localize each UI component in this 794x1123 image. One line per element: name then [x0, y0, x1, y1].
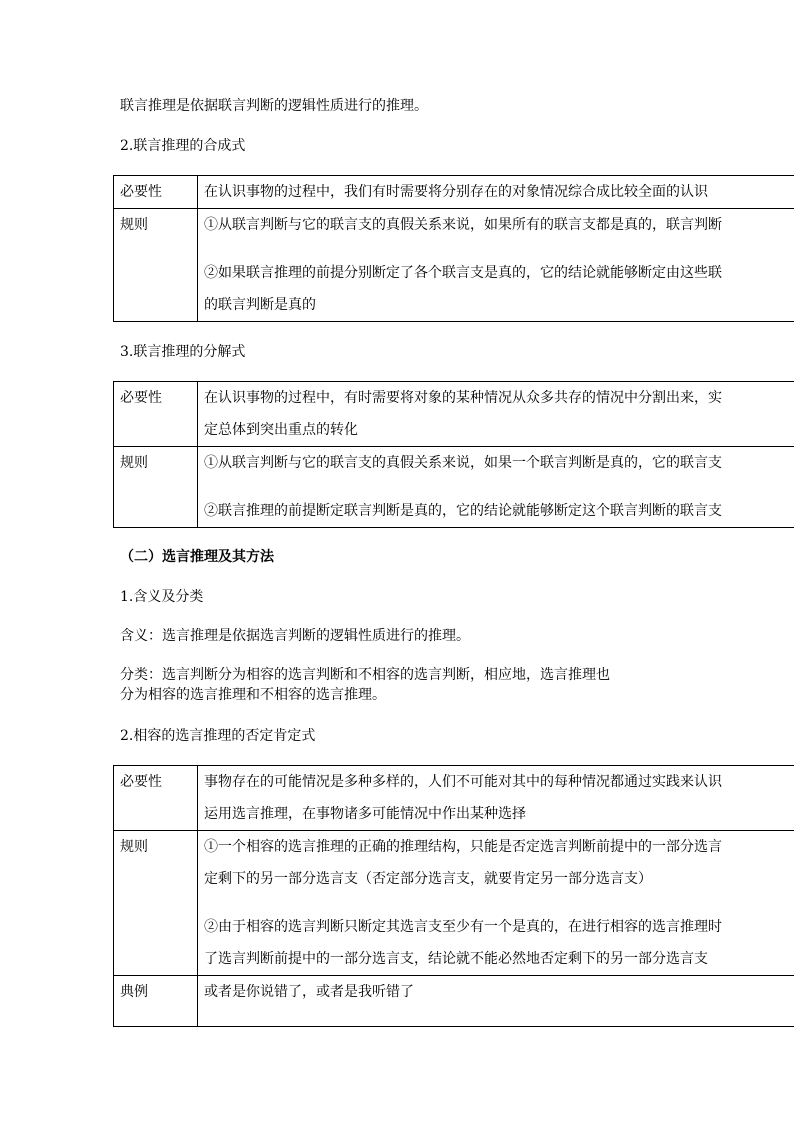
content-line: ②如果联言推理的前提分别断定了各个联言支是真的，它的结论就能够断定由这些联 [204, 265, 722, 281]
paragraph-gap [204, 479, 794, 495]
content-line: ②由于相容的选言判断只断定其选言支至少有一个是真的，在进行相容的选言推理时 [204, 919, 722, 935]
row-key: 必要性 [114, 766, 198, 831]
table-row [114, 176, 794, 209]
content-line: 定总体到突出重点的转化 [204, 422, 358, 438]
row-key: 必要性 [114, 382, 198, 447]
content-line: 定剩下的另一部分选言支（否定部分选言支，就要肯定另一部分选言支） [204, 871, 652, 887]
content-line: 事物存在的可能情况是多种多样的，人们不可能对其中的每种情况都通过实践来认识 [204, 774, 722, 790]
content-line: 的联言判断是真的 [204, 297, 316, 313]
content-line: ②联言推理的前提断定联言判断是真的，它的结论就能够断定这个联言判断的联言支 [204, 503, 722, 519]
meaning-paragraph: 含义：选言推理是依据选言判断的逻辑性质进行的推理。 [120, 628, 470, 644]
intro-paragraph: 联言推理是依据联言判断的逻辑性质进行的推理。 [120, 98, 428, 114]
table-row [114, 447, 794, 528]
content-line: ①一个相容的选言推理的正确的推理结构，只能是否定选言判断前提中的一部分选言 [204, 839, 722, 855]
content-line: 或者是你说错了，或者是我听错了 [204, 984, 414, 1000]
section-heading-disjunctive: （二）选言推理及其方法 [120, 549, 274, 565]
row-key: 规则 [114, 447, 198, 528]
table-row [114, 209, 794, 322]
content-line: ①从联言判断与它的联言支的真假关系来说，如果一个联言判断是真的，它的联言支 [204, 455, 722, 471]
table-row [114, 976, 794, 1027]
heading-meaning-classification: 1.含义及分类 [120, 589, 204, 605]
paragraph-gap [204, 241, 794, 257]
row-content [198, 766, 794, 831]
paragraph-gap [204, 895, 794, 911]
row-key: 典例 [114, 976, 198, 1027]
heading-conjunctive-synthesis: 2.联言推理的合成式 [120, 138, 246, 154]
row-content [198, 976, 794, 1027]
heading-conjunctive-decomposition: 3.联言推理的分解式 [120, 344, 246, 360]
content-line: ①从联言判断与它的联言支的真假关系来说，如果所有的联言支都是真的，联言判断 [204, 217, 722, 233]
heading-compatible-disjunctive: 2.相容的选言推理的否定肯定式 [120, 728, 316, 744]
row-key: 规则 [114, 831, 198, 976]
row-content [198, 447, 794, 528]
content-line: 运用选言推理，在事物诸多可能情况中作出某种选择 [204, 806, 526, 822]
table-conjunctive-decomposition [113, 381, 794, 528]
content-line: 在认识事物的过程中，有时需要将对象的某种情况从众多共存的情况中分割出来，实 [204, 390, 722, 406]
table-conjunctive-synthesis [113, 175, 794, 322]
content-line: 在认识事物的过程中，我们有时需要将分别存在的对象情况综合成比较全面的认识 [204, 184, 708, 200]
table-row [114, 766, 794, 831]
row-content [198, 209, 794, 322]
table-row [114, 831, 794, 976]
row-key: 规则 [114, 209, 198, 322]
row-content [198, 382, 794, 447]
table-row [114, 382, 794, 447]
row-content [198, 831, 794, 976]
table-compatible-disjunctive [113, 765, 794, 1027]
classification-line-2: 分为相容的选言推理和不相容的选言推理。 [120, 687, 386, 703]
row-key: 必要性 [114, 176, 198, 209]
classification-line-1: 分类：选言判断分为相容的选言判断和不相容的选言判断，相应地，选言推理也 [120, 667, 610, 683]
row-content [198, 176, 794, 209]
content-line: 了选言判断前提中的一部分选言支，结论就不能必然地否定剩下的另一部分选言支 [204, 951, 708, 967]
